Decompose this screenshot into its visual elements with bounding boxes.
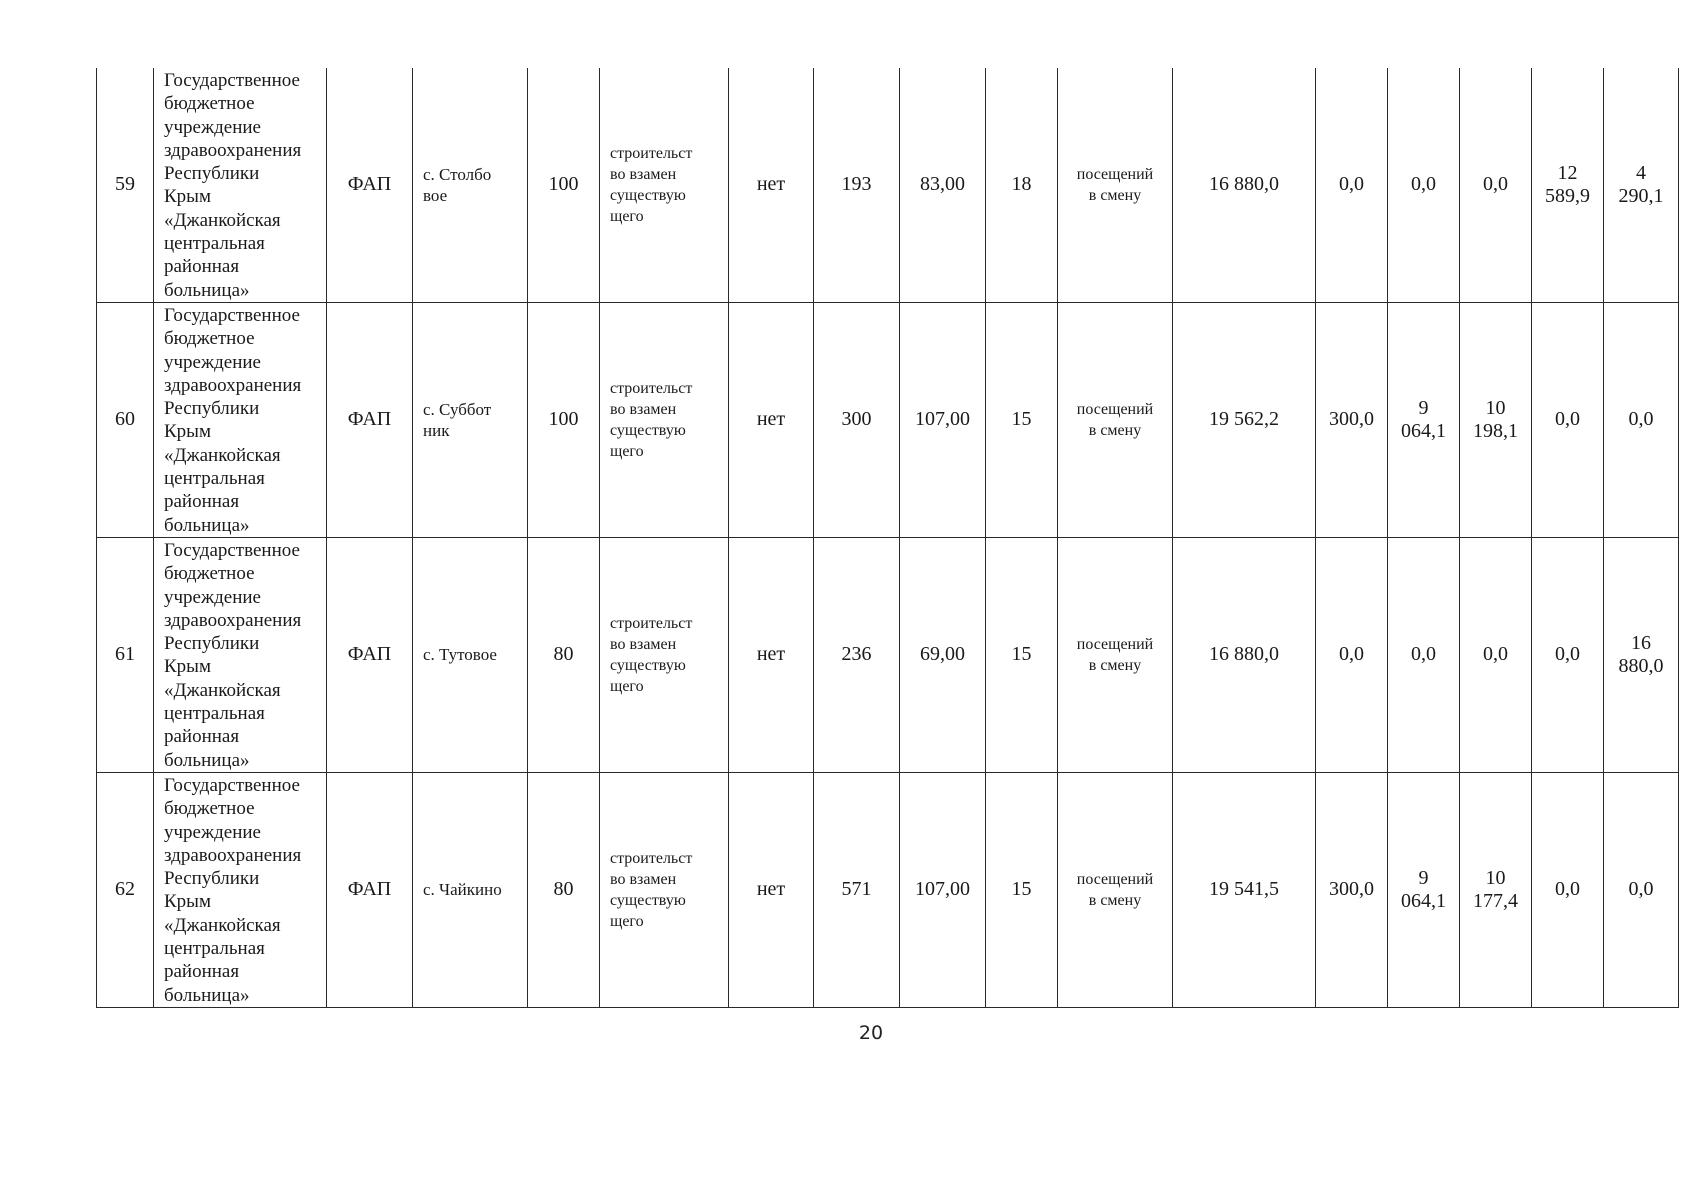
cell-number: 59 (97, 68, 154, 302)
cell-year-5: 0,0 (1604, 302, 1679, 537)
cell-cost-total: 16 880,0 (1173, 537, 1316, 772)
cell-organization (154, 68, 327, 302)
cell-location: с. Тутовое (413, 537, 528, 772)
organization-name: Государственное бюджетное учреждение здравоохранения Республики Крым «Джанкойская центральная районная больница» (164, 304, 302, 536)
cell-year-2: 9 064,1 (1388, 772, 1460, 1007)
cell-year-2: 0,0 (1388, 537, 1460, 772)
cell-area: 69,00 (900, 537, 986, 772)
cell-organization (154, 772, 327, 1007)
cell-year-5: 0,0 (1604, 772, 1679, 1007)
cell-cost-total: 19 541,5 (1173, 772, 1316, 1007)
cell-year-3: 0,0 (1460, 537, 1532, 772)
organization-name: Государственное бюджетное учреждение здравоохранения Республики Крым «Джанкойская центральная районная больница» (164, 774, 302, 1006)
cell-work-type: строительст во взамен существую щего (600, 68, 729, 302)
cell-facility-type: ФАП (327, 537, 413, 772)
cell-year-1: 0,0 (1316, 537, 1388, 772)
table-body (97, 68, 1679, 1007)
cell-cost-total: 16 880,0 (1173, 68, 1316, 302)
cell-year-5: 16 880,0 (1604, 537, 1679, 772)
cell-capacity: 100 (528, 302, 600, 537)
cell-organization (154, 537, 327, 772)
cell-existing: нет (729, 772, 814, 1007)
cell-capacity-unit: посещений в смену (1058, 537, 1173, 772)
cell-year-4: 0,0 (1532, 302, 1604, 537)
page-number: 20 (858, 1022, 884, 1044)
cell-year-1: 0,0 (1316, 68, 1388, 302)
cell-facility-type: ФАП (327, 302, 413, 537)
cell-year-3: 0,0 (1460, 68, 1532, 302)
cell-year-4: 0,0 (1532, 772, 1604, 1007)
cell-year-5: 4 290,1 (1604, 68, 1679, 302)
cell-year-3: 10 177,4 (1460, 772, 1532, 1007)
cell-number: 62 (97, 772, 154, 1007)
cell-capacity: 80 (528, 537, 600, 772)
cell-capacity-unit: посещений в смену (1058, 302, 1173, 537)
cell-year-4: 0,0 (1532, 537, 1604, 772)
cell-capacity: 80 (528, 772, 600, 1007)
table-row (97, 68, 1679, 302)
facilities-table (96, 68, 1679, 1008)
cell-duration: 15 (986, 772, 1058, 1007)
cell-year-4: 12 589,9 (1532, 68, 1604, 302)
cell-facility-type: ФАП (327, 68, 413, 302)
cell-year-3: 10 198,1 (1460, 302, 1532, 537)
cell-cost-total: 19 562,2 (1173, 302, 1316, 537)
cell-capacity-unit: посещений в смену (1058, 68, 1173, 302)
cell-year-2: 0,0 (1388, 68, 1460, 302)
cell-duration: 15 (986, 302, 1058, 537)
table-row (97, 772, 1679, 1007)
cell-number: 60 (97, 302, 154, 537)
organization-name: Государственное бюджетное учреждение здравоохранения Республики Крым «Джанкойская центральная районная больница» (164, 70, 302, 301)
cell-existing: нет (729, 68, 814, 302)
cell-population: 236 (814, 537, 900, 772)
organization-name: Государственное бюджетное учреждение здравоохранения Республики Крым «Джанкойская центральная районная больница» (164, 539, 302, 771)
cell-population: 300 (814, 302, 900, 537)
cell-duration: 15 (986, 537, 1058, 772)
cell-year-2: 9 064,1 (1388, 302, 1460, 537)
cell-duration: 18 (986, 68, 1058, 302)
table-row (97, 302, 1679, 537)
facilities-table-container (96, 68, 1678, 1008)
cell-year-1: 300,0 (1316, 302, 1388, 537)
cell-year-1: 300,0 (1316, 772, 1388, 1007)
cell-number: 61 (97, 537, 154, 772)
cell-existing: нет (729, 537, 814, 772)
cell-population: 193 (814, 68, 900, 302)
table-row (97, 537, 1679, 772)
cell-work-type: строительст во взамен существую щего (600, 302, 729, 537)
cell-area: 83,00 (900, 68, 986, 302)
cell-location: с. Чайкино (413, 772, 528, 1007)
cell-capacity: 100 (528, 68, 600, 302)
cell-area: 107,00 (900, 302, 986, 537)
cell-organization (154, 302, 327, 537)
cell-work-type: строительст во взамен существую щего (600, 772, 729, 1007)
cell-facility-type: ФАП (327, 772, 413, 1007)
cell-population: 571 (814, 772, 900, 1007)
cell-capacity-unit: посещений в смену (1058, 772, 1173, 1007)
cell-work-type: строительст во взамен существую щего (600, 537, 729, 772)
cell-area: 107,00 (900, 772, 986, 1007)
cell-location: с. Суббот ник (413, 302, 528, 537)
cell-existing: нет (729, 302, 814, 537)
cell-location: с. Столбо вое (413, 68, 528, 302)
